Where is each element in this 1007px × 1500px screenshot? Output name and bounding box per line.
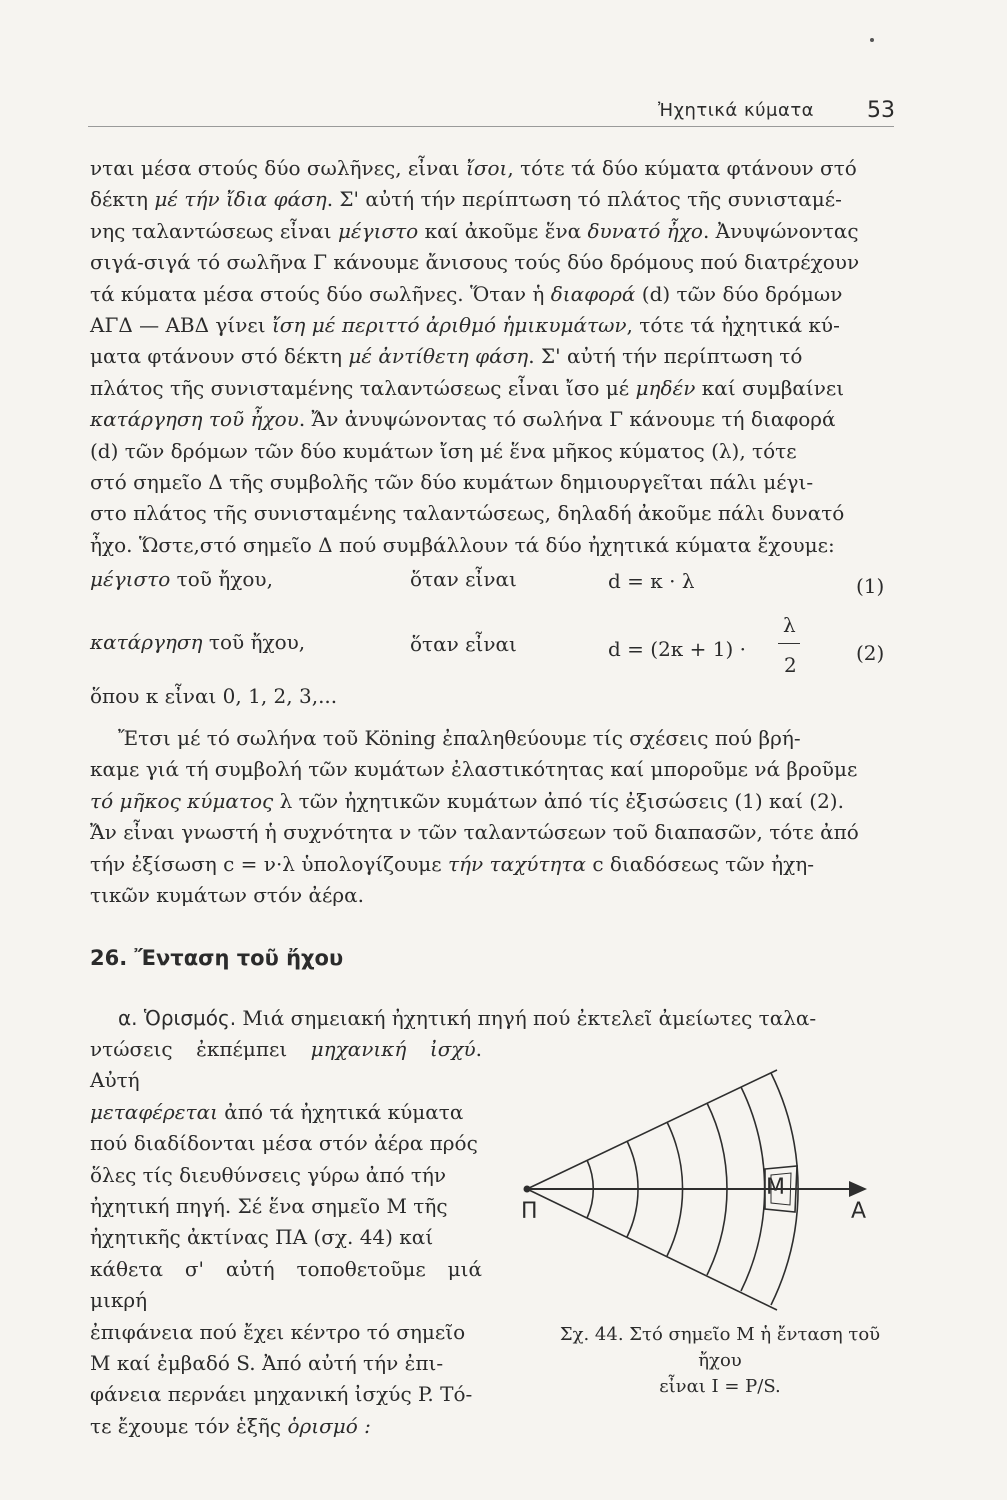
equation-1-label: μέγιστο τοῦ ἤχου, xyxy=(90,567,273,591)
equation-2-label: κατάργηση τοῦ ἤχου, xyxy=(90,630,306,654)
figure-44-diagram xyxy=(515,1065,895,1325)
equation-1-condition: ὅταν εἶναι xyxy=(410,567,517,591)
label-end: Α xyxy=(851,1199,867,1224)
figure-44 xyxy=(515,1065,895,1325)
running-header xyxy=(640,98,895,128)
cone-lower-edge xyxy=(527,1189,777,1310)
paragraph-koenig: Ἔτσι μέ τό σωλήνα τοῦ Köning ἐπαληθεύουμε τίς σχέσεις πού βρή- καμε γιά τή συμβολή τῶν κυμάτων ἐλαστικότητας καί μποροῦμε νά βροῦμε τό μῆκος κύματος λ τῶν ἠχητικῶν κυμάτων ἀπό τίς ἐξισώσεις (1) καί (2). Ἄν εἶναι γνωστή ἡ συχνότητα ν τῶν ταλαντώσεων τοῦ διαπασῶν, τότε ἀπό τήν ἐξίσωση c = ν·λ ὑπολογίζουμε τήν ταχύτητα c διαδόσεως τῶν ἠχη- τικῶν κυμάτων στόν ἀέρα. xyxy=(90,726,859,908)
equation-2-number: (2) xyxy=(856,641,885,665)
equation-2-formula: d = (2κ + 1) · xyxy=(608,637,747,661)
label-point: Μ xyxy=(766,1175,785,1200)
equation-1-formula: d = κ · λ xyxy=(608,569,695,593)
figure-caption: Σχ. 44. Στό σημεῖο Μ ἡ ἔνταση τοῦ ἤχου εἶναι I = P/S. xyxy=(559,1324,881,1397)
equation-2-fraction-denominator: 2 xyxy=(784,653,797,677)
section-heading: 26. Ἔνταση τοῦ ἤχου xyxy=(90,946,344,970)
arrow-head-icon xyxy=(849,1181,867,1197)
label-source: Π xyxy=(521,1199,538,1224)
paragraph-definition: ντώσεις ἐκπέμπει μηχανική ἰσχύ. Αὐτή μεταφέρεται ἀπό τά ἠχητικά κύματα πού διαδίδονται μέσα στόν ἀέρα πρός ὅλες τίς διευθύνσεις γύρω ἀπό τήν ἠχητική πηγή. Σέ ἕνα σημεῖο Μ τῆς ἠχητικῆς ἀκτίνας ΠΑ (σχ. 44) καί κάθετα σ' αὐτή τοποθετοῦμε μιά μικρή ἐπιφάνεια πού ἔχει κέντρο τό σημεῖο Μ καί ἐμβαδό S. Ἀπό αὐτή τήν ἐπι- φάνεια περνάει μηχανική ἰσχύς P. Τό- τε ἔχουμε τόν ἑξῆς ὁρισμό : xyxy=(90,1037,482,1438)
kappa-values: ὅπου κ εἶναι 0, 1, 2, 3,... xyxy=(90,684,338,708)
header-rule xyxy=(88,126,894,127)
equation-1-number: (1) xyxy=(856,574,885,598)
speck xyxy=(870,38,874,42)
equation-2-condition: ὅταν εἶναι xyxy=(410,632,517,656)
fraction-bar xyxy=(778,643,800,644)
equation-2-fraction-numerator: λ xyxy=(783,613,796,637)
cone-upper-edge xyxy=(527,1070,777,1189)
page-number: 53 xyxy=(867,98,895,123)
paragraph-interference: νται μέσα στούς δύο σωλῆνες, εἶναι ἴσοι, τότε τά δύο κύματα φτάνουν στό δέκτη μέ τήν ἴδια φάση. Σ' αὐτή τήν περίπτωση τό πλάτος τῆς συνισταμέ- νης ταλαντώσεως εἶναι μέγιστο καί ἀκοῦμε ἕνα δυνατό ἦχο. Ἀνυψώνοντας σιγά-σιγά τό σωλῆνα Γ κάνουμε ἄνισους τούς δύο δρόμους πού διατρέχουν τά κύματα μέσα στούς δύο σωλῆνες. Ὅταν ἡ διαφορά (d) τῶν δύο δρόμων ΑΓΔ — ΑΒΔ γίνει ἴση μέ περιττό ἀριθμό ἡμικυμάτων, τότε τά ἠχητικά κύ- ματα φτάνουν στό δέκτη μέ ἀντίθετη φάση. Σ' αὐτή τήν περίπτωση τό πλάτος τῆς συνισταμένης ταλαντώσεως εἶναι ἴσο μέ μηδέν καί συμβαίνει κατάργηση τοῦ ἦχου. Ἄν ἀνυψώνοντας τό σωλήνα Γ κάνουμε τή διαφορά (d) τῶν δρόμων τῶν δύο κυμάτων ἴση μέ ἕνα μῆκος κύματος (λ), τότε στό σημεῖο Δ τῆς συμβολῆς τῶν δύο κυμάτων δημιουργεῖται πάλι μέγι- στο πλάτος τῆς συνισταμένης ταλαντώσεως, δηλαδή ἀκοῦμε πάλι δυνατό ἦχο. Ὥστε,στό σημεῖο Δ πού συμβάλλουν τά δύο ἠχητικά κύματα ἔχουμε: xyxy=(90,156,860,557)
paragraph-definition-line1: α. Ὁρισμός. Μιά σημειακή ἠχητική πηγή πού ἐκτελεῖ ἀμείωτες ταλα- xyxy=(118,1006,817,1030)
source-point xyxy=(524,1186,531,1193)
running-title: Ἠχητικά κύματα xyxy=(658,100,815,121)
